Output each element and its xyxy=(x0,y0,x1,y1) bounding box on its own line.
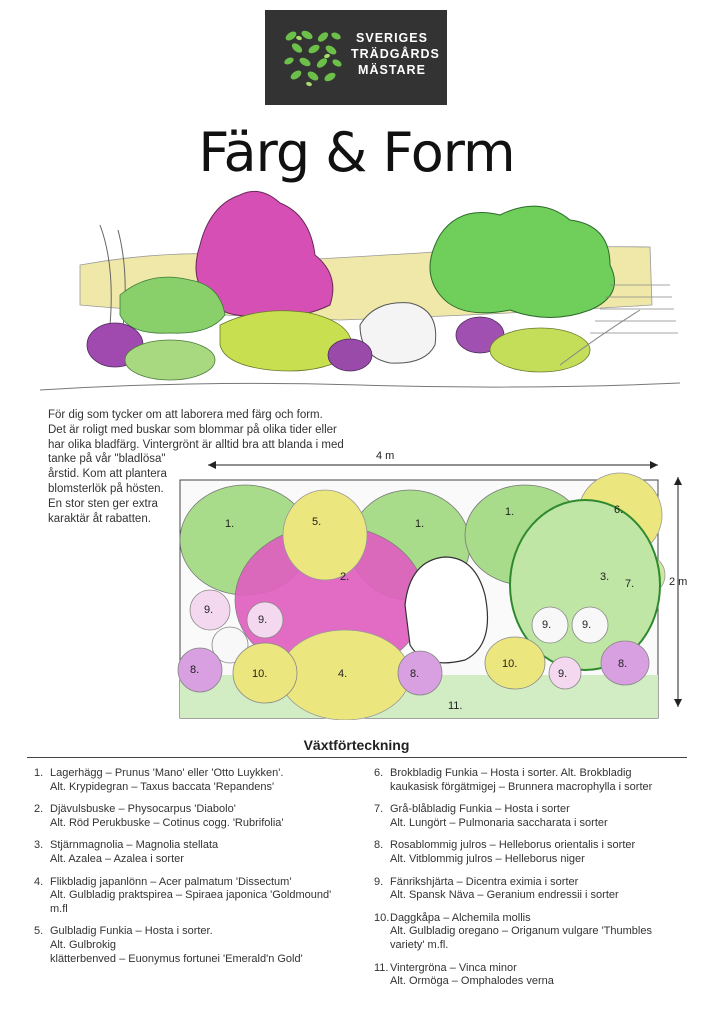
intro-line: För dig som tycker om att laborera med färg och form. xyxy=(48,409,323,421)
item-line: m.fl xyxy=(50,902,68,915)
item-line: Alt. Krypidegran – Taxus baccata 'Repandens' xyxy=(50,780,275,793)
item-line: klätterbenved – Euonymus fortunei 'Emerald'n Gold' xyxy=(50,952,303,965)
item-line: Alt. Ormöga – Omphalodes verna xyxy=(390,975,554,988)
garden-sketch-illustration xyxy=(40,185,680,405)
item-number: 4. xyxy=(34,875,44,888)
plant-label: 6. xyxy=(614,504,624,516)
plant-label: 4. xyxy=(338,668,348,680)
item-line: Alt. Gulbladig praktspirea – Spiraea japonica 'Goldmound' xyxy=(50,889,332,902)
plant-label: 7. xyxy=(625,578,635,590)
plant-label: 8. xyxy=(410,668,420,680)
item-line: Grå-blåbladig Funkia – Hosta i sorter xyxy=(390,803,570,816)
width-dimension xyxy=(208,450,658,469)
list-item xyxy=(34,925,334,966)
item-line: Daggkåpa – Alchemila mollis xyxy=(390,911,531,924)
plant-list-title: Växtförteckning xyxy=(303,737,410,753)
item-number: 7. xyxy=(374,803,384,816)
logo-line: SVERIGES xyxy=(356,31,428,45)
list-item xyxy=(374,767,684,794)
plant-label: 2. xyxy=(340,571,350,583)
plant-label: 3. xyxy=(600,571,610,583)
item-line: variety' m.fl. xyxy=(390,938,449,951)
width-label: 4 m xyxy=(376,450,395,462)
item-number: 2. xyxy=(34,803,44,816)
intro-line: karaktär åt rabatten. xyxy=(48,512,151,525)
logo-line: TRÄDGÅRDS xyxy=(351,47,440,61)
plant-label: 5. xyxy=(312,516,322,528)
item-line: Brokbladig Funkia – Hosta i sorter. Alt. Brokbladig xyxy=(390,767,632,779)
list-item xyxy=(34,839,334,866)
item-line: Lagerhägg – Prunus 'Mano' eller 'Otto Luykken'. xyxy=(50,767,284,779)
logo-line: MÄSTARE xyxy=(358,63,426,77)
intro-line: blomsterlök på hösten. xyxy=(48,482,164,495)
intro-line: En stor sten ger extra xyxy=(48,497,158,510)
brand-logo xyxy=(265,10,447,105)
leaves-icon xyxy=(283,28,343,88)
plant-label: 9. xyxy=(558,668,568,680)
plant-label: 9. xyxy=(258,614,268,626)
list-item xyxy=(374,803,684,830)
list-item xyxy=(374,962,684,989)
item-number: 1. xyxy=(34,767,44,779)
plant-list-right xyxy=(374,767,684,998)
intro-line: Det är roligt med buskar som blommar på olika tider eller xyxy=(48,423,337,436)
intro-line: tanke på vår "bladlösa" xyxy=(48,453,166,466)
item-line: Vintergröna – Vinca minor xyxy=(390,961,517,974)
plant-label: 9. xyxy=(542,619,552,631)
item-number: 11. xyxy=(374,961,389,974)
list-item xyxy=(34,876,334,917)
plant-label: 10. xyxy=(502,658,518,670)
item-line: kaukasisk förgätmigej – Brunnera macrophylla i sorter xyxy=(390,780,653,793)
item-number: 3. xyxy=(34,839,44,852)
item-number: 5. xyxy=(34,925,44,938)
item-line: Alt. Azalea – Azalea i sorter xyxy=(50,852,184,865)
item-number: 10. xyxy=(374,911,390,924)
logo-wordmark xyxy=(351,30,440,78)
intro-line: har olika bladfärg. Vintergrönt är alltid bra att blanda i med xyxy=(48,438,344,451)
item-line: Stjärnmagnolia – Magnolia stellata xyxy=(50,839,219,852)
plant-list-left xyxy=(34,767,334,975)
item-line: Flikbladig japanlönn – Acer palmatum 'Dissectum' xyxy=(50,875,292,888)
item-line: Alt. Röd Perukbuske – Cotinus cogg. 'Rubrifolia' xyxy=(50,816,284,829)
item-line: Djävulsbuske – Physocarpus 'Diabolo' xyxy=(50,803,236,816)
item-number: 9. xyxy=(374,875,384,888)
item-line: Fänrikshjärta – Dicentra eximia i sorter xyxy=(390,875,579,888)
plant-label: 10. xyxy=(252,668,268,680)
item-line: Rosablommig julros – Helleborus orientalis i sorter xyxy=(390,839,636,852)
item-line: Alt. Vitblommig julros – Helleborus niger xyxy=(390,852,585,865)
plant-label: 9. xyxy=(582,619,592,631)
item-number: 8. xyxy=(374,839,384,852)
height-dimension xyxy=(669,477,687,707)
plant-label: 11. xyxy=(448,700,463,712)
item-line: Alt. Gulbladig oregano – Origanum vulgare 'Thumbles xyxy=(390,925,652,938)
list-item xyxy=(34,803,334,830)
list-item xyxy=(374,876,684,903)
list-item xyxy=(374,912,684,953)
list-item xyxy=(34,767,334,794)
height-label: 2 m xyxy=(669,576,688,588)
item-line: Gulbladig Funkia – Hosta i sorter. xyxy=(50,925,213,938)
plant-label: 8. xyxy=(618,658,628,670)
plant-label: 9. xyxy=(204,604,214,616)
item-number: 6. xyxy=(374,767,384,779)
item-line: Alt. Lungört – Pulmonaria saccharata i sorter xyxy=(390,816,608,829)
divider xyxy=(27,757,687,758)
plant-label: 8. xyxy=(190,664,200,676)
plant-label: 1. xyxy=(225,518,235,530)
intro-line: årstid. Kom att plantera xyxy=(48,468,167,481)
plant-label: 1. xyxy=(505,506,515,518)
plant-label: 1. xyxy=(415,518,425,530)
garden-plan xyxy=(170,445,690,720)
page-title: Färg & Form xyxy=(198,121,515,184)
list-item xyxy=(374,839,684,866)
item-line: Alt. Spansk Näva – Geranium endressii i sorter xyxy=(390,889,619,902)
item-line: Alt. Gulbrokig xyxy=(50,938,117,951)
